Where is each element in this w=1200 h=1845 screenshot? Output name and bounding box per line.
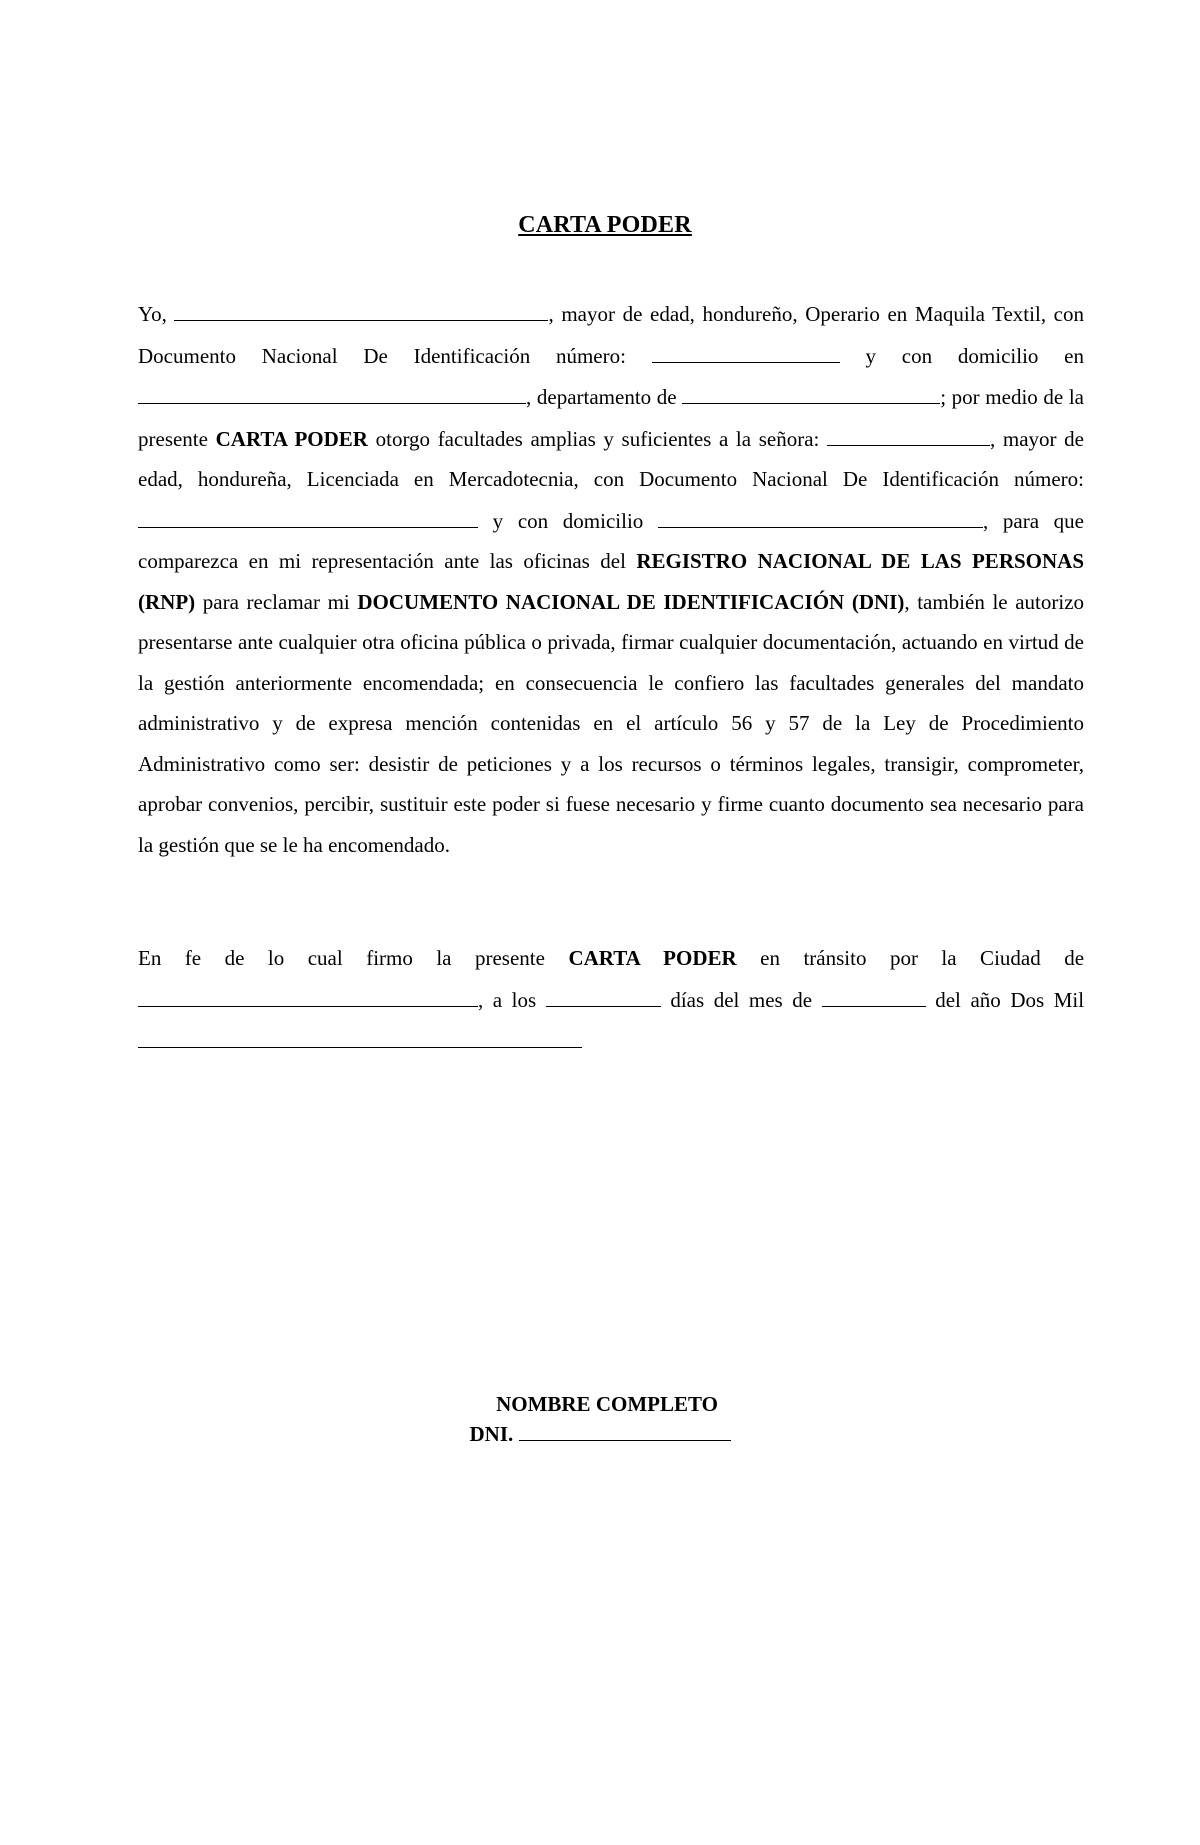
- signature-dni-label: DNI.: [469, 1422, 514, 1446]
- text-carta-poder-bold-2: CARTA PODER: [568, 946, 737, 970]
- text-en-fe: En fe de lo cual firmo la presente: [138, 946, 545, 970]
- blank-grantor-department: [682, 376, 940, 404]
- document-title: CARTA PODER: [518, 212, 692, 238]
- text-domicilio: y con domicilio en: [865, 343, 1084, 368]
- text-yo: Yo,: [138, 302, 167, 326]
- blank-attorney-dni: [138, 500, 478, 528]
- signature-block: [0, 1390, 1200, 1448]
- blank-attorney-name: [827, 418, 990, 446]
- text-facultades: , también le autorizo presentarse ante cualquier otra oficina pública o privada, firmar cualquier documentación, actuando en virtud de la gestión anteriormente encomendada; en consecuencia le confiero las facultades generales del mandato administrativo y de expresa mención contenidas en el artículo 56 y 57 de la Ley de Procedimiento Administrativo como ser: desistir de peticiones y a los recursos o términos legales, transigir, comprometer, aprobar convenios, percibir, sustituir este poder si fuese necesario y firme cuanto documento sea necesario para la gestión que se le ha encomendado.: [138, 589, 1085, 857]
- text-reclamar: para reclamar mi: [202, 589, 350, 614]
- text-departamento: , departamento de: [526, 385, 677, 409]
- blank-grantor-name: [174, 293, 548, 321]
- text-dni-bold: DOCUMENTO NACIONAL DE IDENTIFICACIÓN (DNI): [357, 589, 905, 614]
- blank-year: [138, 1020, 582, 1048]
- blank-grantor-address: [138, 376, 526, 404]
- blank-month: [822, 979, 926, 1007]
- text-rnp-bold: REGISTRO NACIONAL DE LAS PERSONAS (RNP): [138, 549, 1085, 614]
- blank-day: [546, 979, 661, 1007]
- text-attorney-description: , mayor de edad, hondureña, Licenciada en Mercadotecnia, con Documento Nacional De Identificación número:: [138, 426, 1085, 491]
- text-carta-poder-bold: CARTA PODER: [215, 426, 368, 451]
- signature-name-label: NOMBRE COMPLETO: [496, 1392, 718, 1416]
- blank-grantor-dni: [652, 335, 840, 363]
- blank-city: [138, 979, 478, 1007]
- text-transito: en tránsito por la Ciudad de: [760, 946, 1085, 970]
- paragraph-poder: [138, 293, 1084, 865]
- text-dias-mes: días del mes de: [670, 987, 813, 1012]
- text-a-los: , a los: [478, 987, 537, 1012]
- paragraph-firma: [138, 938, 1084, 1062]
- text-grantor-description: , mayor de edad, hondureño, Operario en Maquila Textil, con Documento Nacional De Identificación número:: [138, 302, 1085, 368]
- text-comparezca: , para que comparezca en mi representación ante las oficinas del: [138, 508, 1085, 573]
- text-otorgo: otorgo facultades amplias y suficientes a la señora:: [375, 426, 820, 451]
- blank-attorney-address: [658, 500, 983, 528]
- text-anio: del año Dos Mil: [935, 987, 1085, 1012]
- text-attorney-domicilio: y con domicilio: [492, 508, 644, 533]
- text-por-medio: ; por medio de la presente: [138, 385, 1084, 451]
- blank-signature-dni: [519, 1418, 731, 1441]
